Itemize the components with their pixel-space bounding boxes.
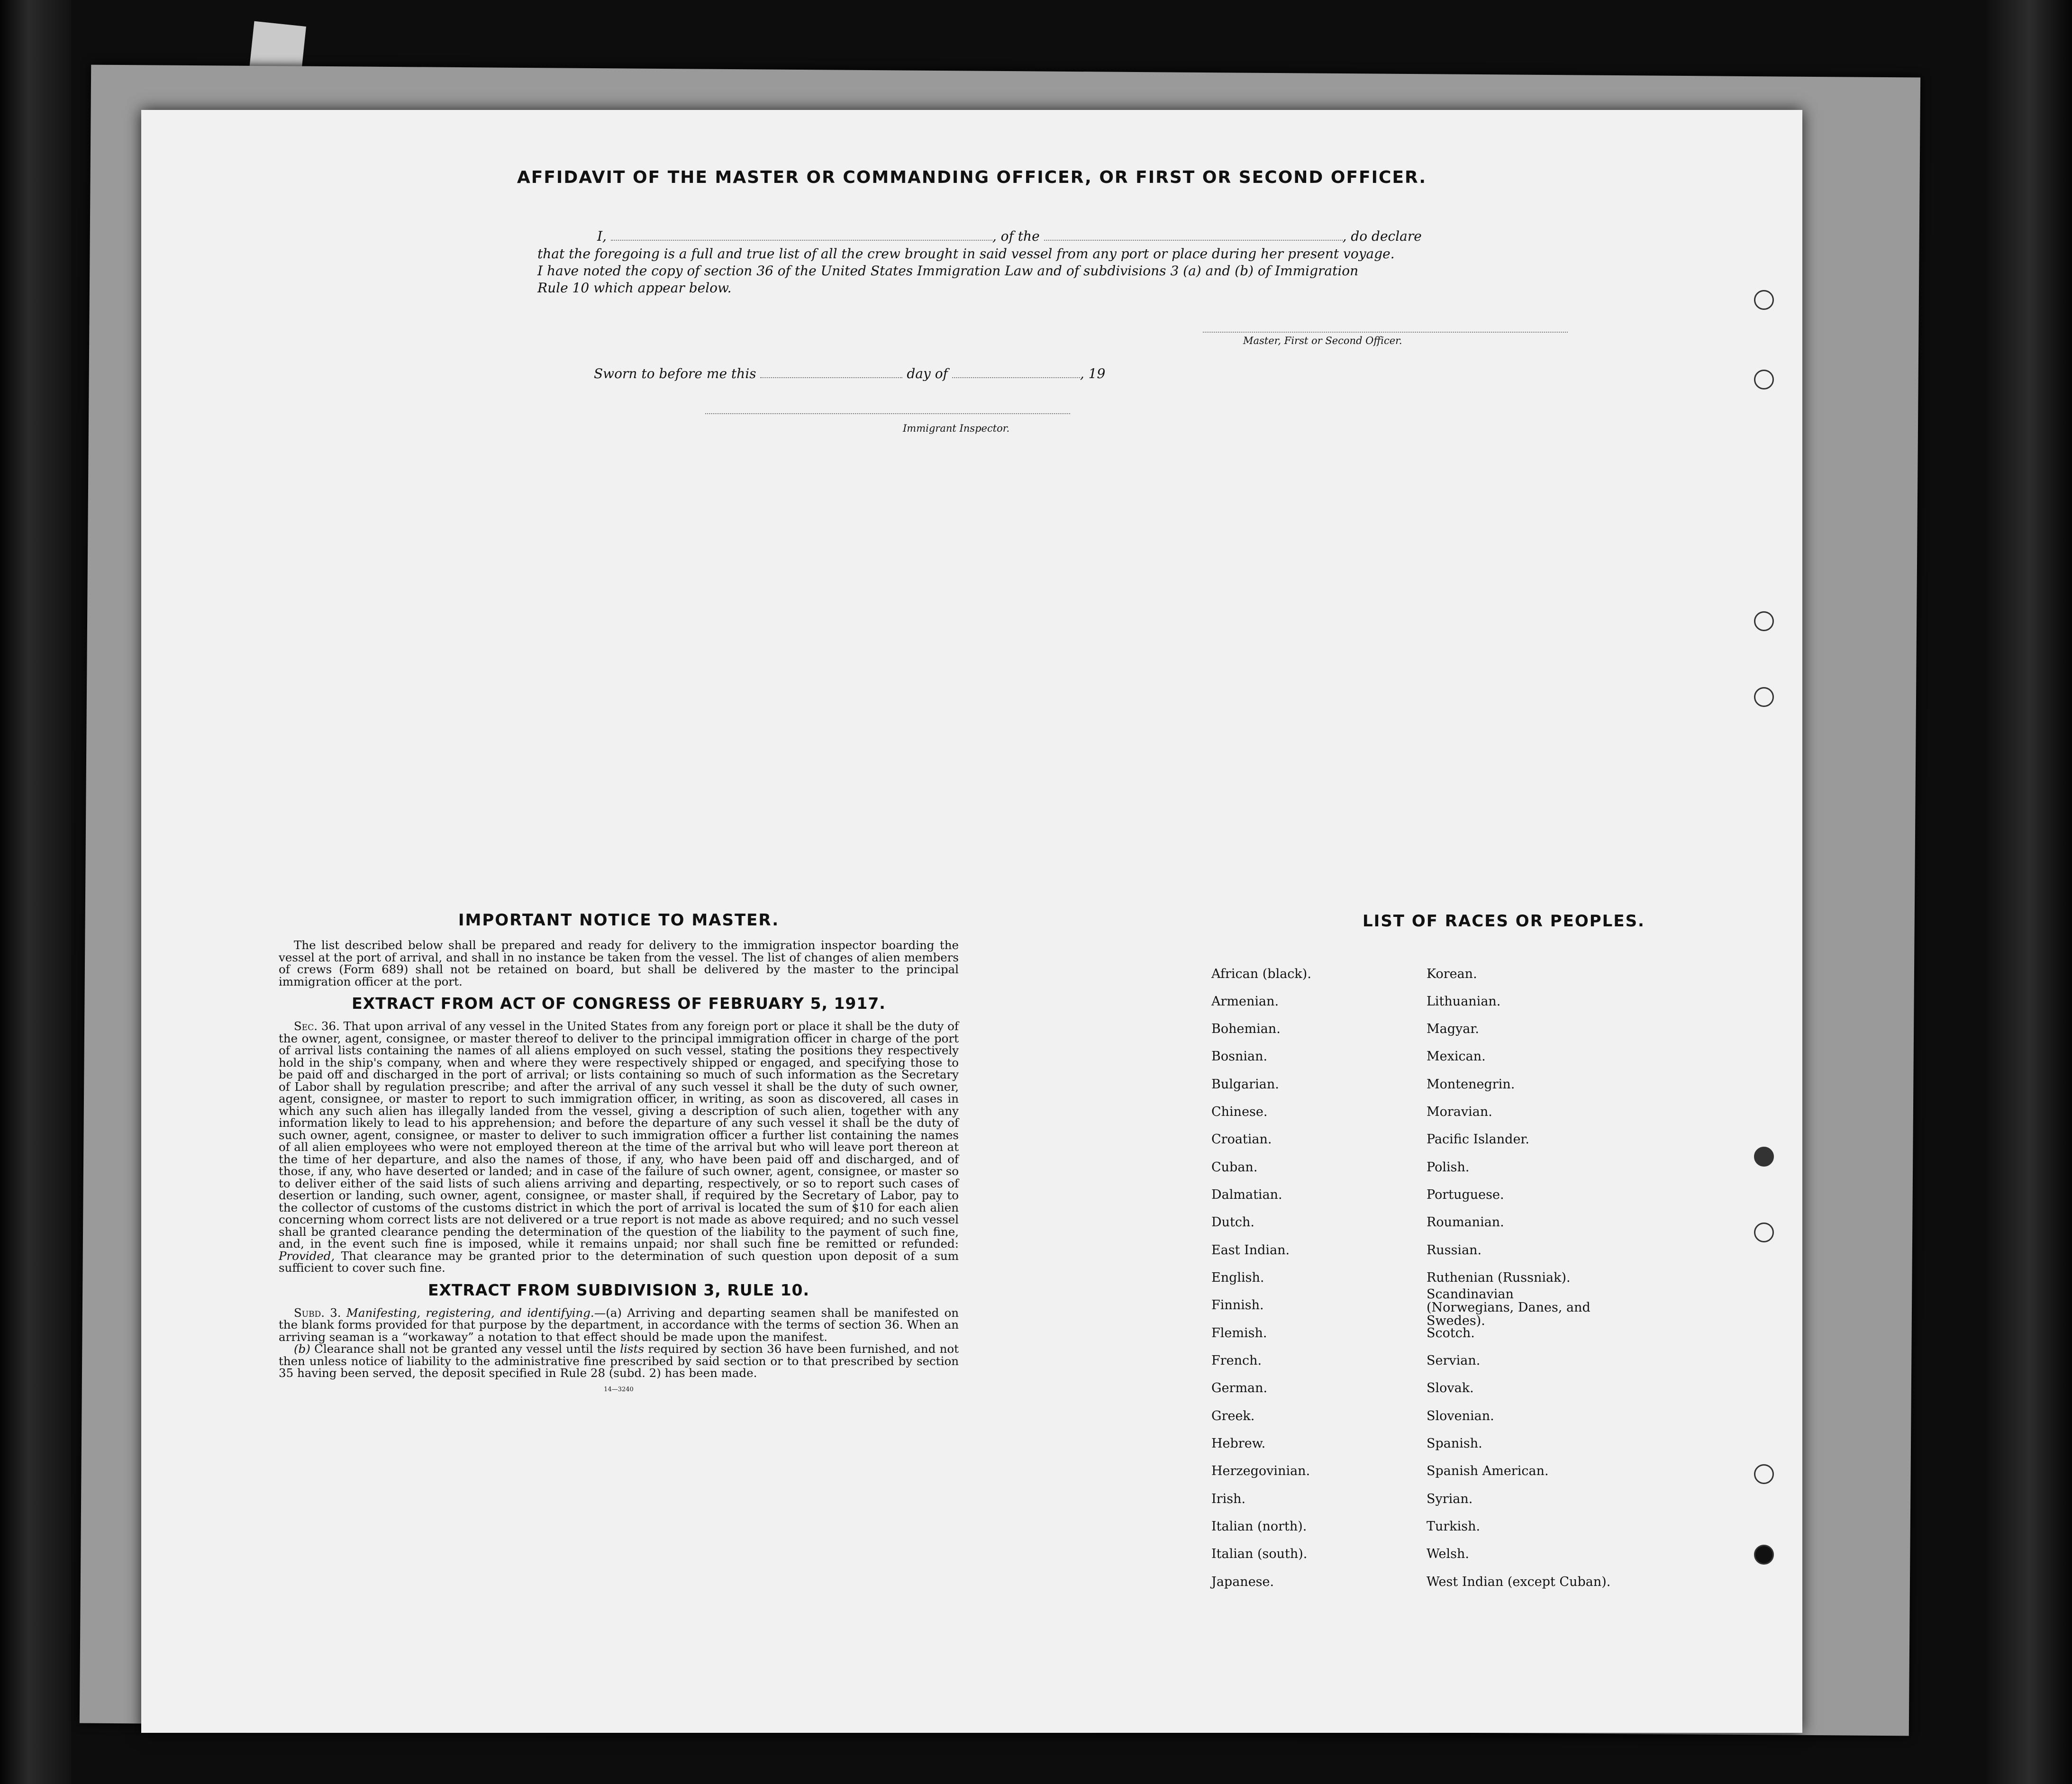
- race-left-item: Chinese.: [1211, 1105, 1268, 1119]
- binder-hole: [1754, 1147, 1774, 1167]
- race-left-item: English.: [1211, 1270, 1264, 1285]
- master-signature-caption: Master, First or Second Officer.: [1243, 335, 1402, 346]
- race-right-item: Turkish.: [1427, 1519, 1481, 1534]
- binder-hole: [1754, 1223, 1774, 1242]
- binder-hole: [1754, 370, 1774, 389]
- race-left-item: Dutch.: [1211, 1215, 1254, 1230]
- race-right-item: Syrian.: [1427, 1492, 1473, 1506]
- race-left-item: African (black).: [1211, 967, 1311, 981]
- race-left-item: Bulgarian.: [1211, 1077, 1279, 1092]
- race-left-item: Herzegovinian.: [1211, 1464, 1310, 1478]
- race-right-item: Montenegrin.: [1427, 1077, 1515, 1092]
- race-left-item: Italian (north).: [1211, 1519, 1307, 1534]
- scan-border-right: [1987, 0, 2072, 1784]
- race-left-item: Armenian.: [1211, 994, 1279, 1009]
- race-left-item: Japanese.: [1211, 1575, 1274, 1589]
- race-right-item: Spanish American.: [1427, 1464, 1549, 1478]
- race-left-item: Irish.: [1211, 1492, 1246, 1506]
- race-left-item: Cuban.: [1211, 1160, 1258, 1175]
- sworn-line: Sworn to before me this day of , 19: [594, 366, 1106, 381]
- race-right-item: Korean.: [1427, 967, 1477, 981]
- race-right-item: Welsh.: [1427, 1547, 1469, 1561]
- master-signature-line[interactable]: [1203, 332, 1568, 333]
- name-field[interactable]: [611, 240, 992, 241]
- form-number: 14—3240: [604, 1386, 634, 1393]
- binder-hole: [1754, 290, 1774, 310]
- race-right-item: Roumanian.: [1427, 1215, 1504, 1230]
- race-left-item: Bohemian.: [1211, 1022, 1281, 1036]
- binder-hole: [1754, 611, 1774, 631]
- affidavit-title: AFFIDAVIT OF THE MASTER OR COMMANDING OFFICER, OR FIRST OR SECOND OFFICER.: [517, 168, 1427, 187]
- race-right-item: Russian.: [1427, 1243, 1482, 1258]
- notice-body: The list described below shall be prepared and ready for delivery to the immigration inspector boarding the vessel at the port of arrival, and shall in no instance be taken from the vessel. The list of changes of alien members of crews (Form 689) shall not be retained on board, but shall be delivered by the master to the principal immigration officer at the port.: [279, 938, 959, 988]
- race-right-item: Pacific Islander.: [1427, 1132, 1529, 1147]
- race-right-item: Magyar.: [1427, 1022, 1479, 1036]
- binder-hole: [1754, 1464, 1774, 1484]
- race-right-item: Mexican.: [1427, 1049, 1486, 1064]
- race-right-item: Ruthenian (Russniak).: [1427, 1270, 1571, 1285]
- race-left-item: Dalmatian.: [1211, 1187, 1282, 1202]
- scan-border-left: [0, 0, 71, 1784]
- extract-act-body: Sec. 36. That upon arrival of any vessel in the United States from any foreign port or place it shall be the duty of the owner, agent, consignee, or master thereof to deliver to the principal immigration officer in charge of the port of arrival lists containing the names of all aliens employed on such vessel, stating the positions they respectively hold in the ship's company, when and where they were respectively shipped or engaged, and specifying those to be paid off and discharged in the port of arrival; or lists containing so much of such information as the Secretary of Labor shall by regulation prescribe; and after the arrival of any such vessel it shall be the duty of such owner, agent, consignee, or master to report to such immigration officer, in writing, as soon as discovered, all cases in which any such alien has illegally landed from the vessel, giving a description of such alien, together with any information likely to lead to his apprehension; and before the departure of any such vessel it shall be the duty of such owner, agent, consignee, or master to deliver to such immigration officer a further list containing the names of all alien employees who were not employed thereon at the time of the arrival but who will leave port thereon at the time of her departure, and also the names of those, if any, who have been paid off and discharged, and of those, if any, who have deserted or landed; and in case of the failure of such owner, agent, consignee, or master so to deliver either of the said lists of such aliens arriving and departing, respectively, or so to report such cases of desertion or landing, such owner, agent, consignee, or master shall, if required by the Secretary of Labor, pay to the collector of customs of the customs district in which the port of arrival is located the sum of $10 for each alien concerning whom correct lists are not delivered or a true report is not made as above required; and no such vessel shall be granted clearance pending the determination of the question of the liability to the payment of such fine, and, in the event such fine is imposed, while it remains unpaid; nor shall such fine be remitted or refunded: Provided, That clearance may be granted prior to the determination of such question upon deposit of a sum sufficient to cover such fine.: [279, 1019, 959, 1275]
- extract-rule-title: EXTRACT FROM SUBDIVISION 3, RULE 10.: [427, 1280, 810, 1299]
- race-right-item: West Indian (except Cuban).: [1427, 1575, 1611, 1589]
- notice-title: IMPORTANT NOTICE TO MASTER.: [458, 911, 780, 930]
- inspector-signature-line[interactable]: [705, 413, 1070, 414]
- vessel-field[interactable]: [1044, 240, 1343, 241]
- race-left-item: Flemish.: [1211, 1326, 1267, 1340]
- affidavit-line-4: Rule 10 which appear below.: [537, 280, 732, 296]
- binder-hole: [1754, 1545, 1774, 1565]
- document-page: [141, 110, 1802, 1733]
- sworn-month-field[interactable]: [952, 377, 1080, 378]
- affidavit-line-2: that the foregoing is a full and true list of all the crew brought in said vessel from any port or place during her present voyage.: [537, 246, 1395, 262]
- race-left-item: German.: [1211, 1381, 1268, 1395]
- affidavit-line-1: I, , of the , do declare: [597, 228, 1422, 244]
- race-left-item: East Indian.: [1211, 1243, 1290, 1258]
- race-left-item: Bosnian.: [1211, 1049, 1268, 1064]
- race-right-item: Polish.: [1427, 1160, 1470, 1175]
- binder-hole: [1754, 687, 1774, 707]
- race-right-item: Scandinavian (Norwegians, Danes, and Swedes).: [1427, 1287, 1590, 1328]
- race-right-item: Lithuanian.: [1427, 994, 1501, 1009]
- race-left-item: French.: [1211, 1353, 1262, 1368]
- race-left-item: Hebrew.: [1211, 1436, 1266, 1451]
- race-right-item: Slovak.: [1427, 1381, 1474, 1395]
- races-title: LIST OF RACES OR PEOPLES.: [1363, 912, 1645, 931]
- race-right-item: Spanish.: [1427, 1436, 1482, 1451]
- notice-column: [279, 911, 959, 1393]
- extract-rule-para-a: Subd. 3. Manifesting, registering, and identifying.—(a) Arriving and departing seamen shall be manifested on the blank forms provided for that purpose by the department, in accordance with the terms of section 36. When an arriving seaman is a “workaway” a notation to that effect should be made upon the manifest.: [279, 1305, 959, 1344]
- race-right-item: Portuguese.: [1427, 1187, 1504, 1202]
- race-right-item: Servian.: [1427, 1353, 1481, 1368]
- race-right-item: Scotch.: [1427, 1326, 1475, 1340]
- extract-rule-para-b: (b) Clearance shall not be granted any vessel until the lists required by section 36 have been furnished, and not then unless notice of liability to the administrative fine prescribed by said section or to that prescribed by section 35 having been served, the deposit specified in Rule 28 (subd. 2) has been made.: [279, 1342, 959, 1380]
- race-left-item: Croatian.: [1211, 1132, 1272, 1147]
- sworn-day-field[interactable]: [760, 377, 902, 378]
- race-left-item: Greek.: [1211, 1409, 1255, 1423]
- race-left-item: Italian (south).: [1211, 1547, 1308, 1561]
- inspector-signature-caption: Immigrant Inspector.: [903, 423, 1010, 434]
- race-left-item: Finnish.: [1211, 1298, 1264, 1313]
- extract-act-title: EXTRACT FROM ACT OF CONGRESS OF FEBRUARY 5, 1917.: [352, 994, 886, 1013]
- race-right-item: Slovenian.: [1427, 1409, 1494, 1423]
- affidavit-line-3: I have noted the copy of section 36 of the United States Immigration Law and of subdivisions 3 (a) and (b) of Immigration: [537, 263, 1359, 279]
- race-right-item: Moravian.: [1427, 1105, 1492, 1119]
